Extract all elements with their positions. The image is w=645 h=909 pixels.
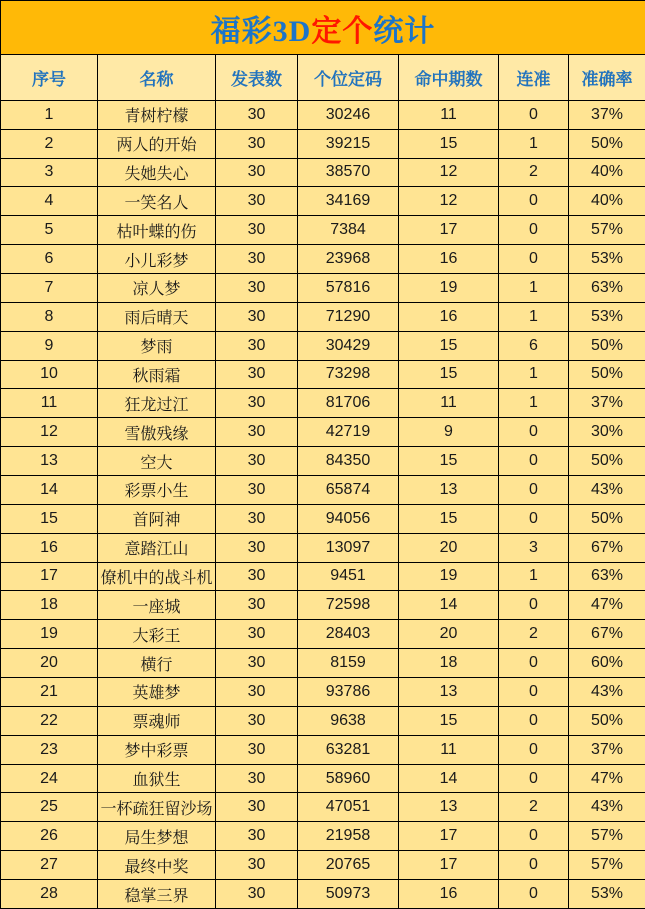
table-row <box>1 735 645 764</box>
table-cell: 50% <box>569 706 645 735</box>
table-cell: 43% <box>569 793 645 822</box>
table-row <box>1 620 645 649</box>
table-row <box>1 504 645 533</box>
table-cell: 30 <box>216 793 298 822</box>
table-cell: 30429 <box>298 331 399 360</box>
table-cell: 17 <box>399 216 499 245</box>
table-cell: 13 <box>399 475 499 504</box>
page-title <box>1 1 645 55</box>
table-cell: 30% <box>569 418 645 447</box>
table-cell: 8 <box>1 302 98 331</box>
table-cell: 1 <box>1 100 98 129</box>
table-cell: 16 <box>399 245 499 274</box>
table-cell: 43% <box>569 475 645 504</box>
table-cell: 28403 <box>298 620 399 649</box>
table-cell: 30 <box>216 389 298 418</box>
table-cell: 小儿彩梦 <box>98 245 216 274</box>
table-cell: 9 <box>1 331 98 360</box>
table-row <box>1 822 645 851</box>
table-cell: 57% <box>569 851 645 880</box>
table-cell: 30 <box>216 100 298 129</box>
table-cell: 25 <box>1 793 98 822</box>
table-cell: 意踏江山 <box>98 533 216 562</box>
table-cell: 57816 <box>298 273 399 302</box>
table-cell: 12 <box>1 418 98 447</box>
column-header-0: 序号 <box>1 55 98 101</box>
table-cell: 0 <box>499 245 569 274</box>
table-cell: 2 <box>499 620 569 649</box>
table-row <box>1 418 645 447</box>
table-row <box>1 129 645 158</box>
table-cell: 38570 <box>298 158 399 187</box>
table-row <box>1 447 645 476</box>
title-segment-red: 定个 <box>311 14 374 48</box>
column-header-5: 连准 <box>499 55 569 101</box>
table-cell: 6 <box>499 331 569 360</box>
table-cell: 梦中彩票 <box>98 735 216 764</box>
table-cell: 30 <box>216 822 298 851</box>
table-cell: 27 <box>1 851 98 880</box>
table-cell: 0 <box>499 706 569 735</box>
title-row <box>1 1 645 55</box>
table-cell: 17 <box>1 562 98 591</box>
table-cell: 23968 <box>298 245 399 274</box>
table-cell: 0 <box>499 447 569 476</box>
table-cell: 30 <box>216 302 298 331</box>
table-cell: 58960 <box>298 764 399 793</box>
table-cell: 50% <box>569 504 645 533</box>
table-cell: 15 <box>399 504 499 533</box>
table-cell: 1 <box>499 302 569 331</box>
title-segment-blue-2: 统计 <box>373 14 436 48</box>
table-body <box>1 100 645 908</box>
table-cell: 稳掌三界 <box>98 880 216 909</box>
table-cell: 0 <box>499 591 569 620</box>
table-cell: 37% <box>569 389 645 418</box>
table-cell: 57% <box>569 216 645 245</box>
table-cell: 梦雨 <box>98 331 216 360</box>
table-cell: 71290 <box>298 302 399 331</box>
table-row <box>1 302 645 331</box>
table-cell: 30 <box>216 620 298 649</box>
table-cell: 首阿神 <box>98 504 216 533</box>
table-cell: 19 <box>399 273 499 302</box>
table-cell: 20 <box>399 533 499 562</box>
table-cell: 30 <box>216 273 298 302</box>
table-row <box>1 851 645 880</box>
table-cell: 30 <box>216 158 298 187</box>
table-cell: 2 <box>499 158 569 187</box>
table-cell: 10 <box>1 360 98 389</box>
table-cell: 5 <box>1 216 98 245</box>
table-cell: 12 <box>399 187 499 216</box>
table-cell: 18 <box>399 649 499 678</box>
table-cell: 0 <box>499 475 569 504</box>
table-cell: 0 <box>499 851 569 880</box>
table-cell: 凉人梦 <box>98 273 216 302</box>
table-cell: 11 <box>399 100 499 129</box>
table-cell: 30 <box>216 475 298 504</box>
table-cell: 0 <box>499 678 569 707</box>
table-row <box>1 331 645 360</box>
table-cell: 30 <box>216 504 298 533</box>
table-cell: 72598 <box>298 591 399 620</box>
table-cell: 67% <box>569 533 645 562</box>
column-header-1: 名称 <box>98 55 216 101</box>
table-cell: 0 <box>499 504 569 533</box>
table-cell: 30 <box>216 678 298 707</box>
table-cell: 30 <box>216 187 298 216</box>
table-cell: 大彩王 <box>98 620 216 649</box>
table-cell: 局生梦想 <box>98 822 216 851</box>
table-cell: 2 <box>499 793 569 822</box>
table-cell: 16 <box>399 302 499 331</box>
table-row <box>1 533 645 562</box>
table-cell: 14 <box>399 591 499 620</box>
column-header-4: 命中期数 <box>399 55 499 101</box>
table-cell: 空大 <box>98 447 216 476</box>
table-cell: 50973 <box>298 880 399 909</box>
table-cell: 4 <box>1 187 98 216</box>
table-row <box>1 100 645 129</box>
table-cell: 47051 <box>298 793 399 822</box>
table-cell: 63% <box>569 273 645 302</box>
table-cell: 两人的开始 <box>98 129 216 158</box>
table-cell: 14 <box>399 764 499 793</box>
table-cell: 15 <box>399 447 499 476</box>
column-header-6: 准确率 <box>569 55 645 101</box>
table-cell: 30 <box>216 129 298 158</box>
table-cell: 30 <box>216 706 298 735</box>
table-cell: 30 <box>216 764 298 793</box>
table-cell: 0 <box>499 822 569 851</box>
table-row <box>1 562 645 591</box>
table-row <box>1 591 645 620</box>
table-cell: 14 <box>1 475 98 504</box>
table-cell: 15 <box>399 706 499 735</box>
table-cell: 30 <box>216 447 298 476</box>
table-cell: 15 <box>399 129 499 158</box>
table-row <box>1 389 645 418</box>
table-cell: 6 <box>1 245 98 274</box>
table-cell: 15 <box>1 504 98 533</box>
table-cell: 9 <box>399 418 499 447</box>
table-cell: 狂龙过江 <box>98 389 216 418</box>
table-cell: 34169 <box>298 187 399 216</box>
table-cell: 30 <box>216 216 298 245</box>
table-row <box>1 245 645 274</box>
table-cell: 63% <box>569 562 645 591</box>
table-row <box>1 158 645 187</box>
table-cell: 最终中奖 <box>98 851 216 880</box>
table-cell: 30 <box>216 851 298 880</box>
table-cell: 3 <box>499 533 569 562</box>
table-cell: 16 <box>1 533 98 562</box>
table-cell: 30 <box>216 591 298 620</box>
table-row <box>1 793 645 822</box>
table-cell: 1 <box>499 360 569 389</box>
table-cell: 僚机中的战斗机 <box>98 562 216 591</box>
table-cell: 23 <box>1 735 98 764</box>
table-cell: 37% <box>569 735 645 764</box>
table-cell: 0 <box>499 880 569 909</box>
table-cell: 秋雨霜 <box>98 360 216 389</box>
table-cell: 30 <box>216 562 298 591</box>
table-cell: 3 <box>1 158 98 187</box>
table-cell: 30 <box>216 880 298 909</box>
table-cell: 30 <box>216 533 298 562</box>
table-cell: 15 <box>399 331 499 360</box>
table-cell: 60% <box>569 649 645 678</box>
table-cell: 11 <box>399 389 499 418</box>
table-cell: 枯叶蝶的伤 <box>98 216 216 245</box>
table-cell: 20765 <box>298 851 399 880</box>
table-cell: 1 <box>499 129 569 158</box>
table-cell: 43% <box>569 678 645 707</box>
table-cell: 0 <box>499 187 569 216</box>
title-segment-blue-1: 福彩3D <box>210 14 312 48</box>
table-cell: 73298 <box>298 360 399 389</box>
table-cell: 30246 <box>298 100 399 129</box>
table-cell: 9638 <box>298 706 399 735</box>
table-cell: 1 <box>499 273 569 302</box>
table-cell: 81706 <box>298 389 399 418</box>
table-cell: 20 <box>399 620 499 649</box>
table-cell: 13 <box>1 447 98 476</box>
table-cell: 21958 <box>298 822 399 851</box>
table-cell: 42719 <box>298 418 399 447</box>
table-cell: 50% <box>569 129 645 158</box>
table-cell: 39215 <box>298 129 399 158</box>
table-cell: 19 <box>399 562 499 591</box>
table-cell: 30 <box>216 245 298 274</box>
table-cell: 青树柠檬 <box>98 100 216 129</box>
table-cell: 13097 <box>298 533 399 562</box>
table-row <box>1 187 645 216</box>
table-cell: 30 <box>216 649 298 678</box>
table-row <box>1 216 645 245</box>
table-cell: 37% <box>569 100 645 129</box>
table-cell: 失她失心 <box>98 158 216 187</box>
table-row <box>1 880 645 909</box>
table-cell: 0 <box>499 735 569 764</box>
table-cell: 94056 <box>298 504 399 533</box>
table-cell: 16 <box>399 880 499 909</box>
table-cell: 30 <box>216 331 298 360</box>
table-cell: 53% <box>569 245 645 274</box>
table-cell: 21 <box>1 678 98 707</box>
table-cell: 17 <box>399 851 499 880</box>
table-cell: 19 <box>1 620 98 649</box>
table-cell: 0 <box>499 764 569 793</box>
table-cell: 1 <box>499 389 569 418</box>
table-cell: 7 <box>1 273 98 302</box>
table-cell: 18 <box>1 591 98 620</box>
table-cell: 横行 <box>98 649 216 678</box>
table-row <box>1 649 645 678</box>
table-header-row <box>1 55 645 101</box>
table-cell: 63281 <box>298 735 399 764</box>
table-row <box>1 273 645 302</box>
table-row <box>1 706 645 735</box>
table-cell: 一笑名人 <box>98 187 216 216</box>
table-cell: 票魂师 <box>98 706 216 735</box>
table-cell: 30 <box>216 360 298 389</box>
table-cell: 17 <box>399 822 499 851</box>
table-cell: 7384 <box>298 216 399 245</box>
table-cell: 雪傲残缘 <box>98 418 216 447</box>
table-cell: 47% <box>569 591 645 620</box>
table-cell: 57% <box>569 822 645 851</box>
table-cell: 40% <box>569 158 645 187</box>
table-cell: 12 <box>399 158 499 187</box>
table-cell: 84350 <box>298 447 399 476</box>
table-cell: 50% <box>569 447 645 476</box>
table-cell: 22 <box>1 706 98 735</box>
table-cell: 13 <box>399 793 499 822</box>
table-cell: 50% <box>569 360 645 389</box>
table-row <box>1 678 645 707</box>
table-cell: 30 <box>216 735 298 764</box>
table-cell: 9451 <box>298 562 399 591</box>
column-header-3: 个位定码 <box>298 55 399 101</box>
column-header-2: 发表数 <box>216 55 298 101</box>
table-cell: 一座城 <box>98 591 216 620</box>
table-cell: 一杯疏狂留沙场 <box>98 793 216 822</box>
table-cell: 8159 <box>298 649 399 678</box>
table-cell: 0 <box>499 100 569 129</box>
table-cell: 雨后晴天 <box>98 302 216 331</box>
table-cell: 24 <box>1 764 98 793</box>
table-row <box>1 764 645 793</box>
table-cell: 50% <box>569 331 645 360</box>
table-cell: 26 <box>1 822 98 851</box>
table-cell: 53% <box>569 880 645 909</box>
table-cell: 11 <box>399 735 499 764</box>
table-cell: 15 <box>399 360 499 389</box>
table-cell: 67% <box>569 620 645 649</box>
table-cell: 47% <box>569 764 645 793</box>
table-cell: 彩票小生 <box>98 475 216 504</box>
table-row <box>1 475 645 504</box>
table-cell: 53% <box>569 302 645 331</box>
table-cell: 40% <box>569 187 645 216</box>
table-cell: 20 <box>1 649 98 678</box>
table-cell: 13 <box>399 678 499 707</box>
table-row <box>1 360 645 389</box>
table-cell: 0 <box>499 216 569 245</box>
table-cell: 30 <box>216 418 298 447</box>
table-cell: 1 <box>499 562 569 591</box>
table-cell: 0 <box>499 649 569 678</box>
table-cell: 2 <box>1 129 98 158</box>
table-cell: 28 <box>1 880 98 909</box>
table-cell: 英雄梦 <box>98 678 216 707</box>
table-cell: 血狱生 <box>98 764 216 793</box>
table-cell: 0 <box>499 418 569 447</box>
table-cell: 11 <box>1 389 98 418</box>
table-cell: 93786 <box>298 678 399 707</box>
table-cell: 65874 <box>298 475 399 504</box>
